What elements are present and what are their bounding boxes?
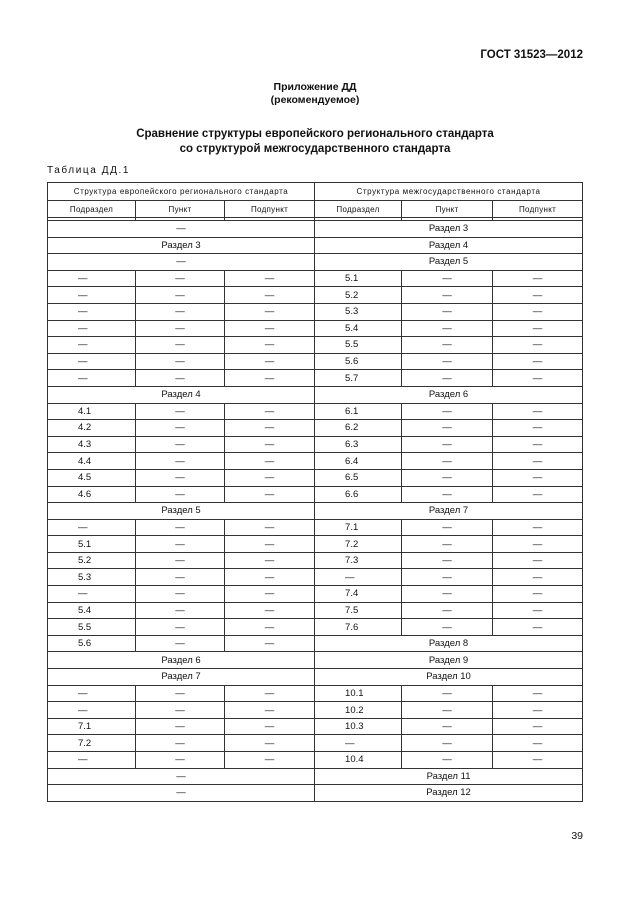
european-subclause-cell: — <box>225 469 315 486</box>
interstate-clause-cell: — <box>402 718 493 735</box>
interstate-subclause-cell: — <box>493 569 583 586</box>
interstate-subclause-cell: — <box>493 337 583 354</box>
interstate-subsection-cell: 7.5 <box>315 602 402 619</box>
column-header: Подпункт <box>493 201 583 218</box>
european-clause-cell: — <box>136 337 225 354</box>
interstate-subclause-cell: — <box>493 536 583 553</box>
european-subclause-cell: — <box>225 752 315 769</box>
table-row <box>48 552 583 569</box>
table-row <box>48 685 583 702</box>
european-subclause-cell: — <box>225 353 315 370</box>
interstate-subclause-cell: — <box>493 303 583 320</box>
european-subclause-cell: — <box>225 403 315 420</box>
table-row <box>48 303 583 320</box>
table-row <box>48 718 583 735</box>
document-code: ГОСТ 31523—2012 <box>480 49 583 61</box>
european-clause-cell: — <box>136 552 225 569</box>
interstate-subsection-cell: 7.6 <box>315 619 402 636</box>
european-section-cell: — <box>48 221 315 238</box>
interstate-clause-cell: — <box>402 552 493 569</box>
european-clause-cell: — <box>136 718 225 735</box>
table-body <box>48 221 583 802</box>
interstate-subsection-cell: 7.2 <box>315 536 402 553</box>
interstate-subclause-cell: — <box>493 420 583 437</box>
european-clause-cell: — <box>136 685 225 702</box>
interstate-subsection-cell: 10.3 <box>315 718 402 735</box>
column-header: Подраздел <box>315 201 402 218</box>
column-header: Подраздел <box>48 201 136 218</box>
european-subclause-cell: — <box>225 519 315 536</box>
european-section-cell: Раздел 6 <box>48 652 315 669</box>
comparison-title-line-2: со структурой межгосударственного стандарта <box>179 143 451 155</box>
european-clause-cell: — <box>136 619 225 636</box>
interstate-clause-cell: — <box>402 735 493 752</box>
table-row <box>48 370 583 387</box>
european-subclause-cell: — <box>225 619 315 636</box>
european-clause-cell: — <box>136 752 225 769</box>
table-row <box>48 386 583 403</box>
european-subclause-cell: — <box>225 370 315 387</box>
interstate-subclause-cell: — <box>493 436 583 453</box>
european-subsection-cell: — <box>48 270 136 287</box>
interstate-section-cell: Раздел 6 <box>315 386 583 403</box>
annex-heading: Приложение ДД <box>273 81 357 93</box>
interstate-clause-cell: — <box>402 569 493 586</box>
interstate-subclause-cell: — <box>493 370 583 387</box>
interstate-section-cell: Раздел 12 <box>315 785 583 802</box>
european-subclause-cell: — <box>225 287 315 304</box>
european-subsection-cell: — <box>48 320 136 337</box>
interstate-subclause-cell: — <box>493 685 583 702</box>
european-subclause-cell: — <box>225 320 315 337</box>
table-row <box>48 287 583 304</box>
european-subclause-cell: — <box>225 685 315 702</box>
european-subsection-cell: — <box>48 586 136 603</box>
interstate-subsection-cell: 5.4 <box>315 320 402 337</box>
table-row <box>48 785 583 802</box>
european-subclause-cell: — <box>225 303 315 320</box>
european-section-cell: Раздел 7 <box>48 669 315 686</box>
interstate-section-cell: Раздел 4 <box>315 237 583 254</box>
european-subsection-cell: 5.3 <box>48 569 136 586</box>
table-row <box>48 353 583 370</box>
interstate-subsection-cell: 6.2 <box>315 420 402 437</box>
table-row <box>48 619 583 636</box>
european-clause-cell: — <box>136 536 225 553</box>
european-clause-cell: — <box>136 702 225 719</box>
european-clause-cell: — <box>136 287 225 304</box>
european-subsection-cell: 7.1 <box>48 718 136 735</box>
table-row <box>48 669 583 686</box>
european-subclause-cell: — <box>225 602 315 619</box>
interstate-subclause-cell: — <box>493 702 583 719</box>
european-subsection-cell: 4.5 <box>48 469 136 486</box>
interstate-section-cell: Раздел 11 <box>315 768 583 785</box>
interstate-clause-cell: — <box>402 370 493 387</box>
interstate-subsection-cell: — <box>315 569 402 586</box>
column-header: Пункт <box>136 201 225 218</box>
european-clause-cell: — <box>136 519 225 536</box>
interstate-clause-cell: — <box>402 287 493 304</box>
interstate-clause-cell: — <box>402 337 493 354</box>
european-clause-cell: — <box>136 602 225 619</box>
comparison-title-line-1: Сравнение структуры европейского регионального стандарта <box>136 128 494 140</box>
table-row <box>48 569 583 586</box>
interstate-subclause-cell: — <box>493 453 583 470</box>
european-subsection-cell: 4.3 <box>48 436 136 453</box>
european-subclause-cell: — <box>225 702 315 719</box>
european-clause-cell: — <box>136 420 225 437</box>
interstate-clause-cell: — <box>402 270 493 287</box>
interstate-section-cell: Раздел 3 <box>315 221 583 238</box>
european-subclause-cell: — <box>225 735 315 752</box>
table-row <box>48 635 583 652</box>
european-clause-cell: — <box>136 469 225 486</box>
interstate-subclause-cell: — <box>493 552 583 569</box>
table-row <box>48 270 583 287</box>
table-row <box>48 486 583 503</box>
interstate-clause-cell: — <box>402 702 493 719</box>
european-section-cell: Раздел 5 <box>48 503 315 520</box>
european-subclause-cell: — <box>225 486 315 503</box>
european-section-cell: — <box>48 785 315 802</box>
table-row <box>48 768 583 785</box>
column-header: Пункт <box>402 201 493 218</box>
interstate-subsection-cell: 10.2 <box>315 702 402 719</box>
interstate-section-cell: Раздел 9 <box>315 652 583 669</box>
interstate-subsection-cell: 6.4 <box>315 453 402 470</box>
european-clause-cell: — <box>136 735 225 752</box>
interstate-subclause-cell: — <box>493 469 583 486</box>
interstate-clause-cell: — <box>402 469 493 486</box>
table-row <box>48 453 583 470</box>
interstate-subsection-cell: 5.6 <box>315 353 402 370</box>
european-subclause-cell: — <box>225 337 315 354</box>
european-subsection-cell: — <box>48 370 136 387</box>
table-row <box>48 702 583 719</box>
table-row <box>48 602 583 619</box>
interstate-subclause-cell: — <box>493 353 583 370</box>
european-subsection-cell: 4.1 <box>48 403 136 420</box>
european-section-cell: — <box>48 768 315 785</box>
table-row <box>48 536 583 553</box>
table-row <box>48 403 583 420</box>
european-subclause-cell: — <box>225 586 315 603</box>
interstate-clause-cell: — <box>402 303 493 320</box>
right-structure-header: Структура межгосударственного стандарта <box>315 183 583 201</box>
european-subclause-cell: — <box>225 436 315 453</box>
interstate-subsection-cell: 6.1 <box>315 403 402 420</box>
table-row <box>48 320 583 337</box>
european-section-cell: Раздел 4 <box>48 386 315 403</box>
interstate-section-cell: Раздел 10 <box>315 669 583 686</box>
comparison-title <box>0 127 630 157</box>
interstate-subclause-cell: — <box>493 403 583 420</box>
annex-status: (рекомендуемое) <box>270 94 360 106</box>
interstate-subsection-cell: 5.5 <box>315 337 402 354</box>
interstate-subsection-cell: 10.4 <box>315 752 402 769</box>
table-row <box>48 519 583 536</box>
european-clause-cell: — <box>136 403 225 420</box>
european-subsection-cell: 4.4 <box>48 453 136 470</box>
interstate-subsection-cell: 5.2 <box>315 287 402 304</box>
interstate-section-cell: Раздел 7 <box>315 503 583 520</box>
interstate-subclause-cell: — <box>493 619 583 636</box>
european-clause-cell: — <box>136 303 225 320</box>
table-row <box>48 735 583 752</box>
european-clause-cell: — <box>136 569 225 586</box>
european-subsection-cell: 5.1 <box>48 536 136 553</box>
european-subsection-cell: 4.6 <box>48 486 136 503</box>
european-clause-cell: — <box>136 270 225 287</box>
table-row <box>48 752 583 769</box>
european-subsection-cell: — <box>48 685 136 702</box>
european-subsection-cell: 5.6 <box>48 635 136 652</box>
european-subclause-cell: — <box>225 635 315 652</box>
interstate-subsection-cell: 6.6 <box>315 486 402 503</box>
european-section-cell: — <box>48 254 315 271</box>
interstate-clause-cell: — <box>402 453 493 470</box>
interstate-subsection-cell: 7.3 <box>315 552 402 569</box>
european-subclause-cell: — <box>225 718 315 735</box>
interstate-clause-cell: — <box>402 486 493 503</box>
table-row <box>48 586 583 603</box>
interstate-clause-cell: — <box>402 420 493 437</box>
interstate-subclause-cell: — <box>493 586 583 603</box>
interstate-clause-cell: — <box>402 519 493 536</box>
column-header: Подпункт <box>225 201 315 218</box>
interstate-subsection-cell: 5.3 <box>315 303 402 320</box>
interstate-clause-cell: — <box>402 586 493 603</box>
european-subclause-cell: — <box>225 552 315 569</box>
interstate-section-cell: Раздел 8 <box>315 635 583 652</box>
interstate-subclause-cell: — <box>493 320 583 337</box>
european-subsection-cell: 5.5 <box>48 619 136 636</box>
interstate-clause-cell: — <box>402 602 493 619</box>
european-clause-cell: — <box>136 353 225 370</box>
european-subsection-cell: 7.2 <box>48 735 136 752</box>
interstate-subsection-cell: — <box>315 735 402 752</box>
left-structure-header: Структура европейского регионального стандарта <box>48 183 315 201</box>
interstate-clause-cell: — <box>402 752 493 769</box>
european-subsection-cell: 5.2 <box>48 552 136 569</box>
european-clause-cell: — <box>136 453 225 470</box>
interstate-subclause-cell: — <box>493 602 583 619</box>
table-row <box>48 436 583 453</box>
european-subsection-cell: — <box>48 519 136 536</box>
table-row <box>48 254 583 271</box>
interstate-subclause-cell: — <box>493 752 583 769</box>
interstate-subsection-cell: 6.3 <box>315 436 402 453</box>
interstate-clause-cell: — <box>402 536 493 553</box>
interstate-subclause-cell: — <box>493 718 583 735</box>
interstate-subclause-cell: — <box>493 486 583 503</box>
table-row <box>48 652 583 669</box>
interstate-clause-cell: — <box>402 320 493 337</box>
interstate-subclause-cell: — <box>493 735 583 752</box>
interstate-subsection-cell: 7.4 <box>315 586 402 603</box>
interstate-subsection-cell: 5.7 <box>315 370 402 387</box>
page-number: 39 <box>571 830 583 842</box>
european-clause-cell: — <box>136 370 225 387</box>
table-row <box>48 469 583 486</box>
european-clause-cell: — <box>136 436 225 453</box>
european-subclause-cell: — <box>225 536 315 553</box>
table-row <box>48 337 583 354</box>
interstate-clause-cell: — <box>402 619 493 636</box>
interstate-subsection-cell: 6.5 <box>315 469 402 486</box>
annex-title <box>0 81 630 107</box>
european-subclause-cell: — <box>225 453 315 470</box>
interstate-subclause-cell: — <box>493 270 583 287</box>
european-subsection-cell: 4.2 <box>48 420 136 437</box>
european-subsection-cell: — <box>48 303 136 320</box>
table-row <box>48 221 583 238</box>
european-subsection-cell: — <box>48 752 136 769</box>
european-subclause-cell: — <box>225 569 315 586</box>
european-section-cell: Раздел 3 <box>48 237 315 254</box>
table-row <box>48 420 583 437</box>
interstate-clause-cell: — <box>402 353 493 370</box>
european-clause-cell: — <box>136 486 225 503</box>
table-row <box>48 237 583 254</box>
european-subsection-cell: 5.4 <box>48 602 136 619</box>
european-subclause-cell: — <box>225 270 315 287</box>
table-row <box>48 503 583 520</box>
european-clause-cell: — <box>136 635 225 652</box>
interstate-section-cell: Раздел 5 <box>315 254 583 271</box>
interstate-subclause-cell: — <box>493 287 583 304</box>
table-caption: Таблица ДД.1 <box>47 165 131 176</box>
european-subsection-cell: — <box>48 287 136 304</box>
interstate-subsection-cell: 10.1 <box>315 685 402 702</box>
european-clause-cell: — <box>136 320 225 337</box>
european-subsection-cell: — <box>48 337 136 354</box>
european-subclause-cell: — <box>225 420 315 437</box>
interstate-clause-cell: — <box>402 436 493 453</box>
comparison-table <box>47 182 583 802</box>
interstate-subsection-cell: 7.1 <box>315 519 402 536</box>
european-subsection-cell: — <box>48 702 136 719</box>
interstate-clause-cell: — <box>402 685 493 702</box>
interstate-subsection-cell: 5.1 <box>315 270 402 287</box>
european-subsection-cell: — <box>48 353 136 370</box>
european-clause-cell: — <box>136 586 225 603</box>
interstate-subclause-cell: — <box>493 519 583 536</box>
interstate-clause-cell: — <box>402 403 493 420</box>
